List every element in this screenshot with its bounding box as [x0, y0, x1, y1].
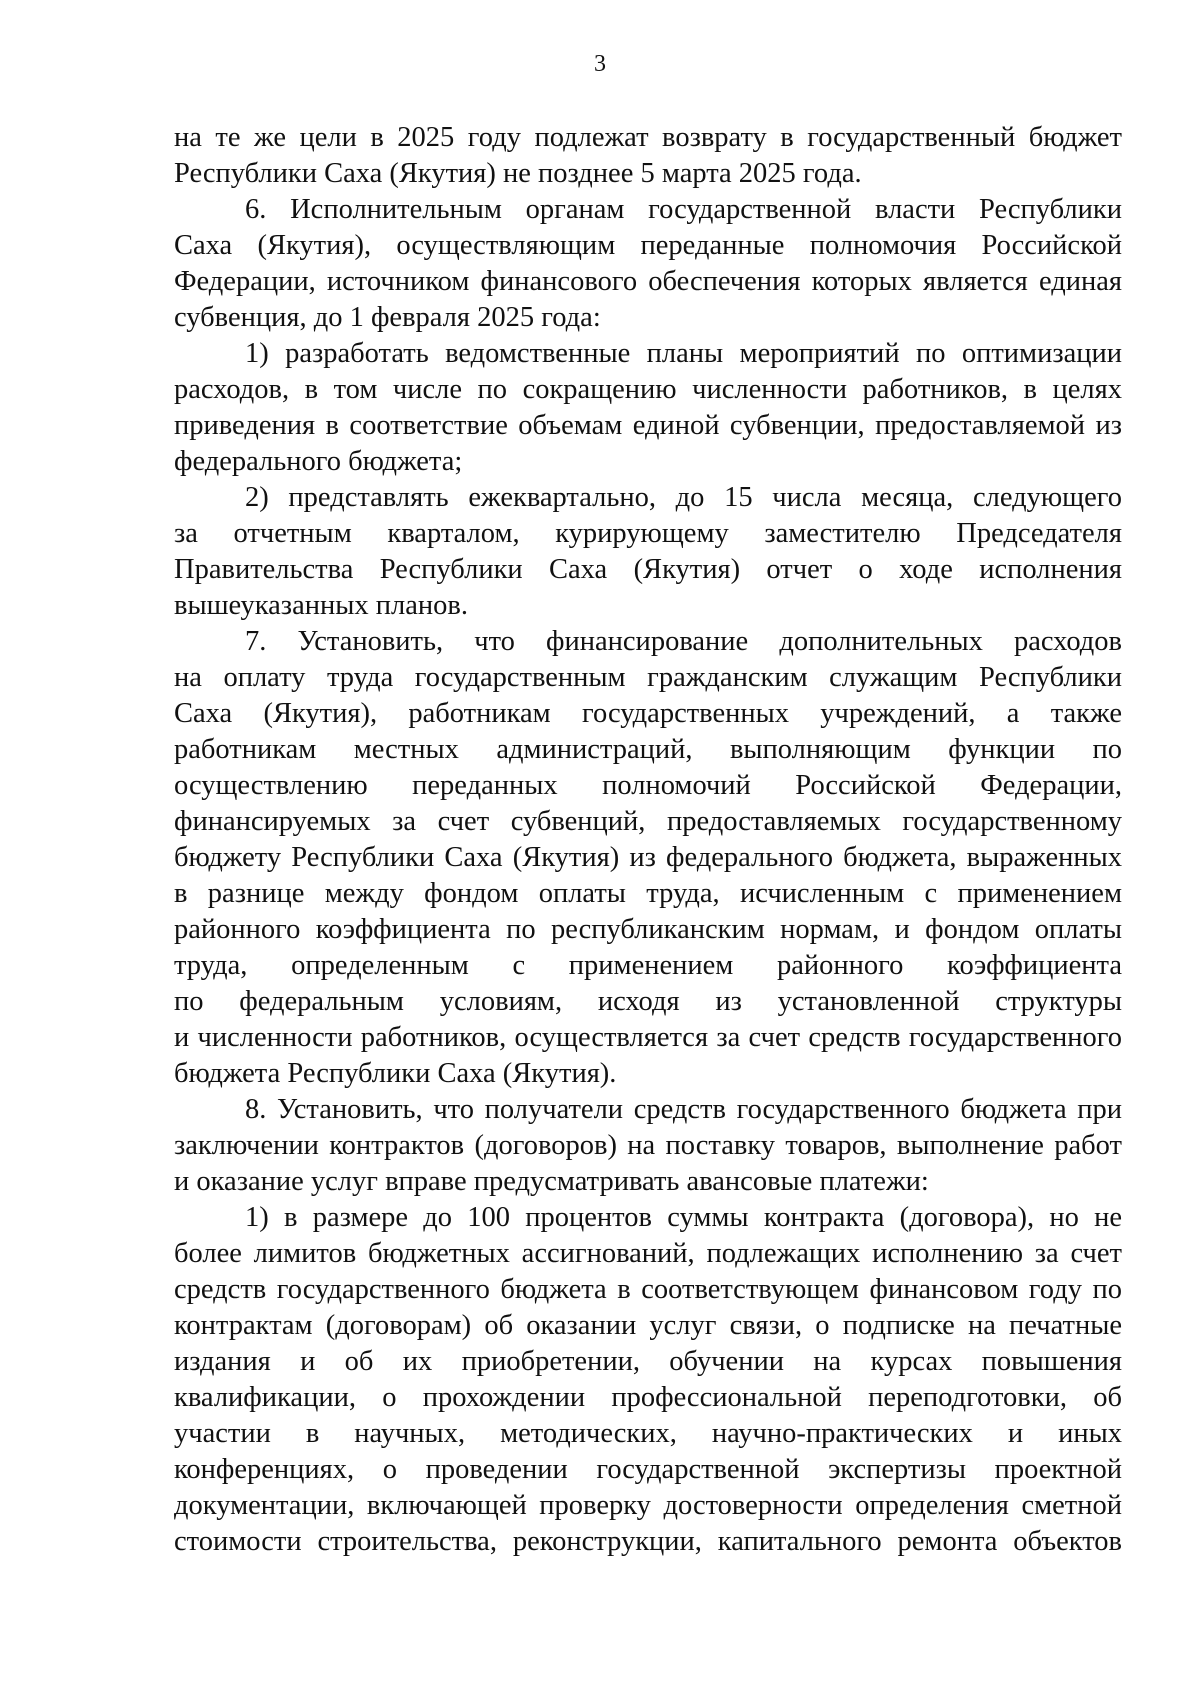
text-line: квалификации, о прохождении профессиональной переподготовки, об	[174, 1382, 1122, 1413]
text-line: и численности работников, осуществляется за счет средств государственного	[174, 1022, 1122, 1053]
page-number: 3	[594, 51, 606, 77]
text-line: по федеральным условиям, исходя из установленной структуры	[174, 986, 1122, 1017]
text-line: конференциях, о проведении государственной экспертизы проектной	[174, 1454, 1122, 1485]
text-line: стоимости строительства, реконструкции, капитального ремонта объектов	[174, 1526, 1122, 1557]
text-line: финансируемых за счет субвенций, предоставляемых государственному	[174, 806, 1122, 837]
text-line: федерального бюджета;	[174, 446, 463, 477]
text-line: расходов, в том числе по сокращению численности работников, в целях	[174, 374, 1122, 405]
text-line: контрактам (договорам) об оказании услуг связи, о подписке на печатные	[174, 1310, 1122, 1341]
text-line: Федерации, источником финансового обеспечения которых является единая	[174, 266, 1122, 297]
text-line: 2) представлять ежеквартально, до 15 числа месяца, следующего	[245, 482, 1122, 513]
text-line: 1) в размере до 100 процентов суммы контракта (договора), но не	[245, 1202, 1122, 1233]
text-line: 1) разработать ведомственные планы мероприятий по оптимизации	[245, 338, 1122, 369]
text-line: Правительства Республики Саха (Якутия) отчет о ходе исполнения	[174, 554, 1122, 585]
document-body	[174, 120, 1122, 1560]
text-line: бюджета Республики Саха (Якутия).	[174, 1058, 617, 1089]
text-line: осуществлению переданных полномочий Российской Федерации,	[174, 770, 1122, 801]
text-line: Саха (Якутия), осуществляющим переданные полномочия Российской	[174, 230, 1122, 261]
text-line: на те же цели в 2025 году подлежат возврату в государственный бюджет	[174, 122, 1122, 153]
text-line: Республики Саха (Якутия) не позднее 5 марта 2025 года.	[174, 158, 862, 189]
text-line: средств государственного бюджета в соответствующем финансовом году по	[174, 1274, 1122, 1305]
text-line: Саха (Якутия), работникам государственных учреждений, а также	[174, 698, 1122, 729]
text-line: и оказание услуг вправе предусматривать авансовые платежи:	[174, 1166, 929, 1197]
text-line: издания и об их приобретении, обучении на курсах повышения	[174, 1346, 1122, 1377]
text-line: 8. Установить, что получатели средств государственного бюджета при	[245, 1094, 1122, 1125]
text-line: 6. Исполнительным органам государственной власти Республики	[245, 194, 1122, 225]
text-line: 7. Установить, что финансирование дополнительных расходов	[245, 626, 1122, 657]
text-line: участии в научных, методических, научно-практических и иных	[174, 1418, 1122, 1449]
text-line: приведения в соответствие объемам единой субвенции, предоставляемой из	[174, 410, 1122, 441]
text-line: вышеуказанных планов.	[174, 590, 468, 621]
text-line: на оплату труда государственным гражданским служащим Республики	[174, 662, 1122, 693]
text-line: районного коэффициента по республиканским нормам, и фондом оплаты	[174, 914, 1122, 945]
text-line: за отчетным кварталом, курирующему заместителю Председателя	[174, 518, 1122, 549]
text-line: субвенция, до 1 февраля 2025 года:	[174, 302, 601, 333]
text-line: бюджету Республики Саха (Якутия) из федерального бюджета, выраженных	[174, 842, 1122, 873]
text-line: более лимитов бюджетных ассигнований, подлежащих исполнению за счет	[174, 1238, 1122, 1269]
text-line: труда, определенным с применением районного коэффициента	[174, 950, 1122, 981]
text-line: документации, включающей проверку достоверности определения сметной	[174, 1490, 1122, 1521]
text-line: работникам местных администраций, выполняющим функции по	[174, 734, 1122, 765]
text-line: заключении контрактов (договоров) на поставку товаров, выполнение работ	[174, 1130, 1122, 1161]
text-line: в разнице между фондом оплаты труда, исчисленным с применением	[174, 878, 1122, 909]
